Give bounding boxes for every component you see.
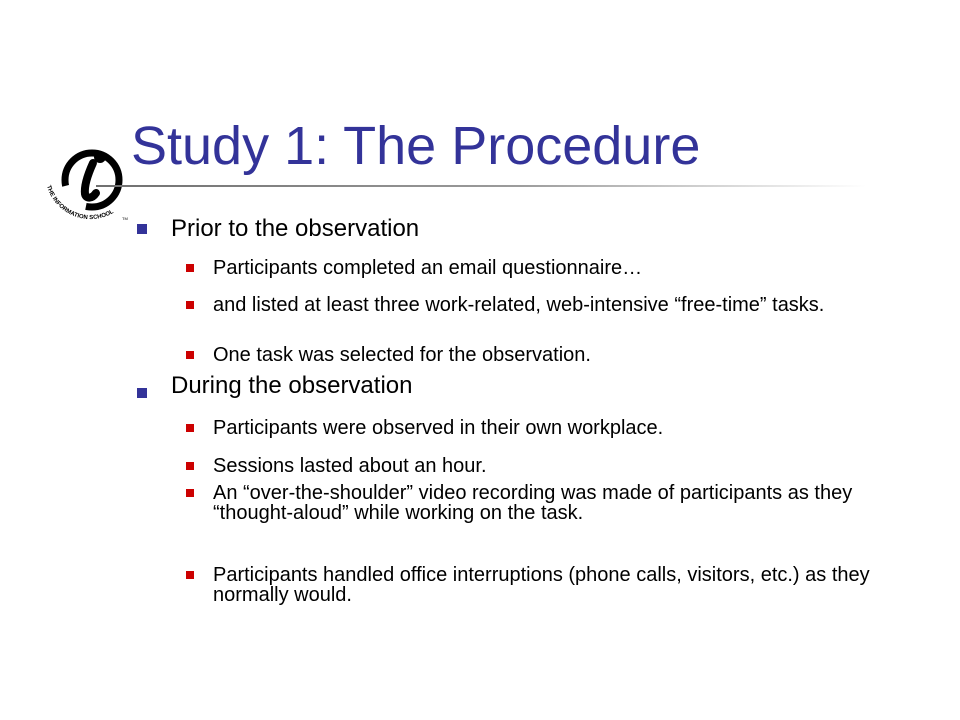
level2-bullet-square-icon xyxy=(186,351,194,359)
list-item: One task was selected for the observation. xyxy=(213,344,591,366)
list-item: Sessions lasted about an hour. xyxy=(213,455,487,477)
level1-bullet-square-icon xyxy=(137,388,147,398)
list-item: Participants were observed in their own workplace. xyxy=(213,417,664,439)
level2-bullet-square-icon xyxy=(186,424,194,432)
list-item: and listed at least three work-related, web-intensive “free-time” tasks. xyxy=(213,294,825,316)
level2-bullet-square-icon xyxy=(186,462,194,470)
level2-bullet-square-icon xyxy=(186,571,194,579)
section-heading: During the observation xyxy=(171,372,413,399)
level2-bullet-square-icon xyxy=(186,301,194,309)
level2-bullet-square-icon xyxy=(186,489,194,497)
list-item: An “over-the-shoulder” video recording was made of participants as they “thought-aloud” while working on the task. xyxy=(213,482,853,524)
level1-bullet-square-icon xyxy=(137,224,147,234)
svg-text:THE INFORMATION SCHOOL: THE INFORMATION SCHOOL xyxy=(45,184,115,222)
slide-title: Study 1: The Procedure xyxy=(131,116,701,176)
list-item: Participants handled office interruptions (phone calls, visitors, etc.) as they normally would. xyxy=(213,564,870,606)
level2-bullet-square-icon xyxy=(186,264,194,272)
svg-text:TM: TM xyxy=(122,216,128,221)
list-item: Participants completed an email questionnaire… xyxy=(213,257,643,279)
section-heading: Prior to the observation xyxy=(171,215,420,242)
